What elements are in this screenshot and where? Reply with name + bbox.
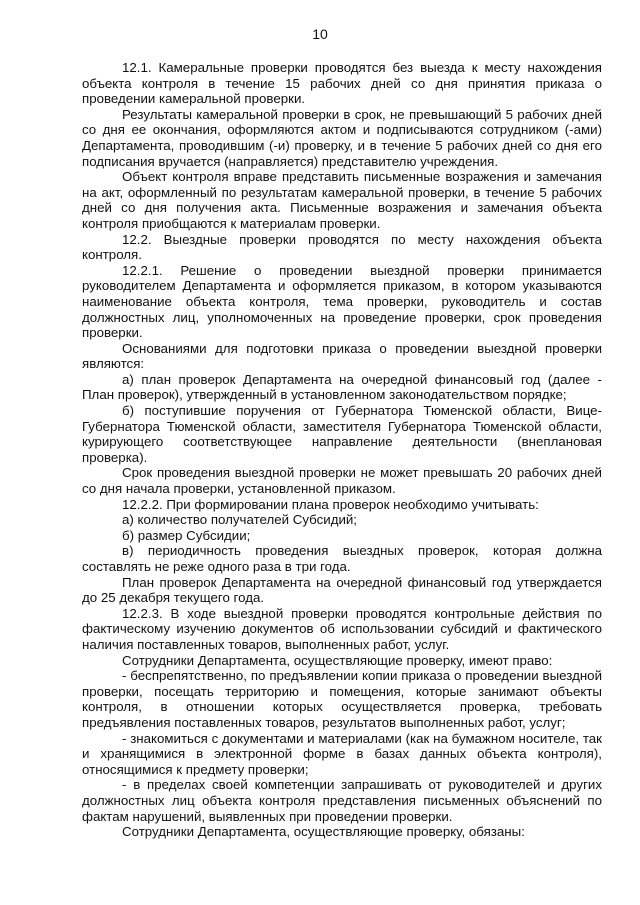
paragraph-12-2-3: 12.2.3. В ходе выездной проверки проводятся контрольные действия по фактическому изучению документов об использовании субсидий и фактического наличия поставленных товаров, выполненных работ, услуг. — [82, 605, 602, 652]
paragraph-12-2-2: 12.2.2. При формировании плана проверок необходимо учитывать: — [122, 496, 539, 512]
paragraph-12-2: 12.2. Выездные проверки проводятся по месту нахождения объекта контроля. — [82, 231, 602, 263]
document-body — [82, 60, 602, 840]
paragraph-objections: Объект контроля вправе представить письменные возражения и замечания на акт, оформленный по результатам камеральной проверки, в течение 5 рабочих дней со дня получения акта. Письменные возражения и замечания объекта контроля приобщаются к материалам проверки. — [82, 169, 602, 231]
list-item-right-documents: - знакомиться с документами и материалами (как на бумажном носителе, так и хранящимися в электронной форме в базах данных объекта контроля), относящимися к предмету проверки; — [82, 730, 602, 777]
paragraph-plan-approval: План проверок Департамента на очередной финансовый год утверждается до 25 декабря текущего года. — [82, 574, 602, 606]
paragraph-grounds: Основаниями для подготовки приказа о проведении выездной проверки являются: — [82, 340, 602, 372]
paragraph-12-2-1: 12.2.1. Решение о проведении выездной проверки принимается руководителем Департамента и оформляется приказом, в котором указываются наименование объекта контроля, тема проверки, руководитель и состав должностных лиц, уполномоченных на проведение проверки, срок проведения проверки. — [82, 262, 602, 341]
list-item-right-visit: - беспрепятственно, по предъявлении копии приказа о проведении выездной проверки, посещать территорию и помещения, которые занимают объекты контроля, в отношении которых осуществляется проверка, требовать предъявления поставленных товаров, результатов выполненных работ, услуг; — [82, 668, 602, 730]
list-item-a-plan: а) план проверок Департамента на очередной финансовый год (далее - План проверок), утвержденный в установленном законодательством порядке; — [82, 371, 602, 403]
list-item-b-size: б) размер Субсидии; — [122, 527, 251, 543]
paragraph-duties-intro: Сотрудники Департамента, осуществляющие проверку, обязаны: — [122, 824, 525, 840]
page-number: 10 — [312, 26, 328, 42]
paragraph-rights-intro: Сотрудники Департамента, осуществляющие проверку, имеют право: — [122, 652, 553, 668]
list-item-a-count: а) количество получателей Субсидий; — [122, 512, 357, 528]
list-item-right-request: - в пределах своей компетенции запрашивать от руководителей и других должностных лиц объекта контроля представления письменных объяснений по фактам нарушений, выявленных при проведении проверки. — [82, 777, 602, 824]
list-item-v-frequency: в) периодичность проведения выездных проверок, которая должна составлять не реже одного раза в три года. — [82, 543, 602, 574]
paragraph-duration: Срок проведения выездной проверки не может превышать 20 рабочих дней со дня начала проверки, установленной приказом. — [82, 465, 602, 497]
paragraph-12-1: 12.1. Камеральные проверки проводятся без выезда к месту нахождения объекта контроля в течение 15 рабочих дней со дня принятия приказа о проведении камеральной проверки. — [82, 60, 602, 107]
paragraph-camera-results: Результаты камеральной проверки в срок, не превышающий 5 рабочих дней со дня ее окончания, оформляются актом и подписываются сотрудником (-ами) Департамента, проводившим (-и) проверку, и в течение 5 рабочих дней со дня его подписания вручается (направляется) представителю учреждения. — [82, 106, 602, 169]
list-item-b-orders: б) поступившие поручения от Губернатора Тюменской области, Вице-Губернатора Тюменской области, заместителя Губернатора Тюменской области, курирующего соответствующее направление деятельности (внеплановая проверка). — [82, 403, 602, 465]
